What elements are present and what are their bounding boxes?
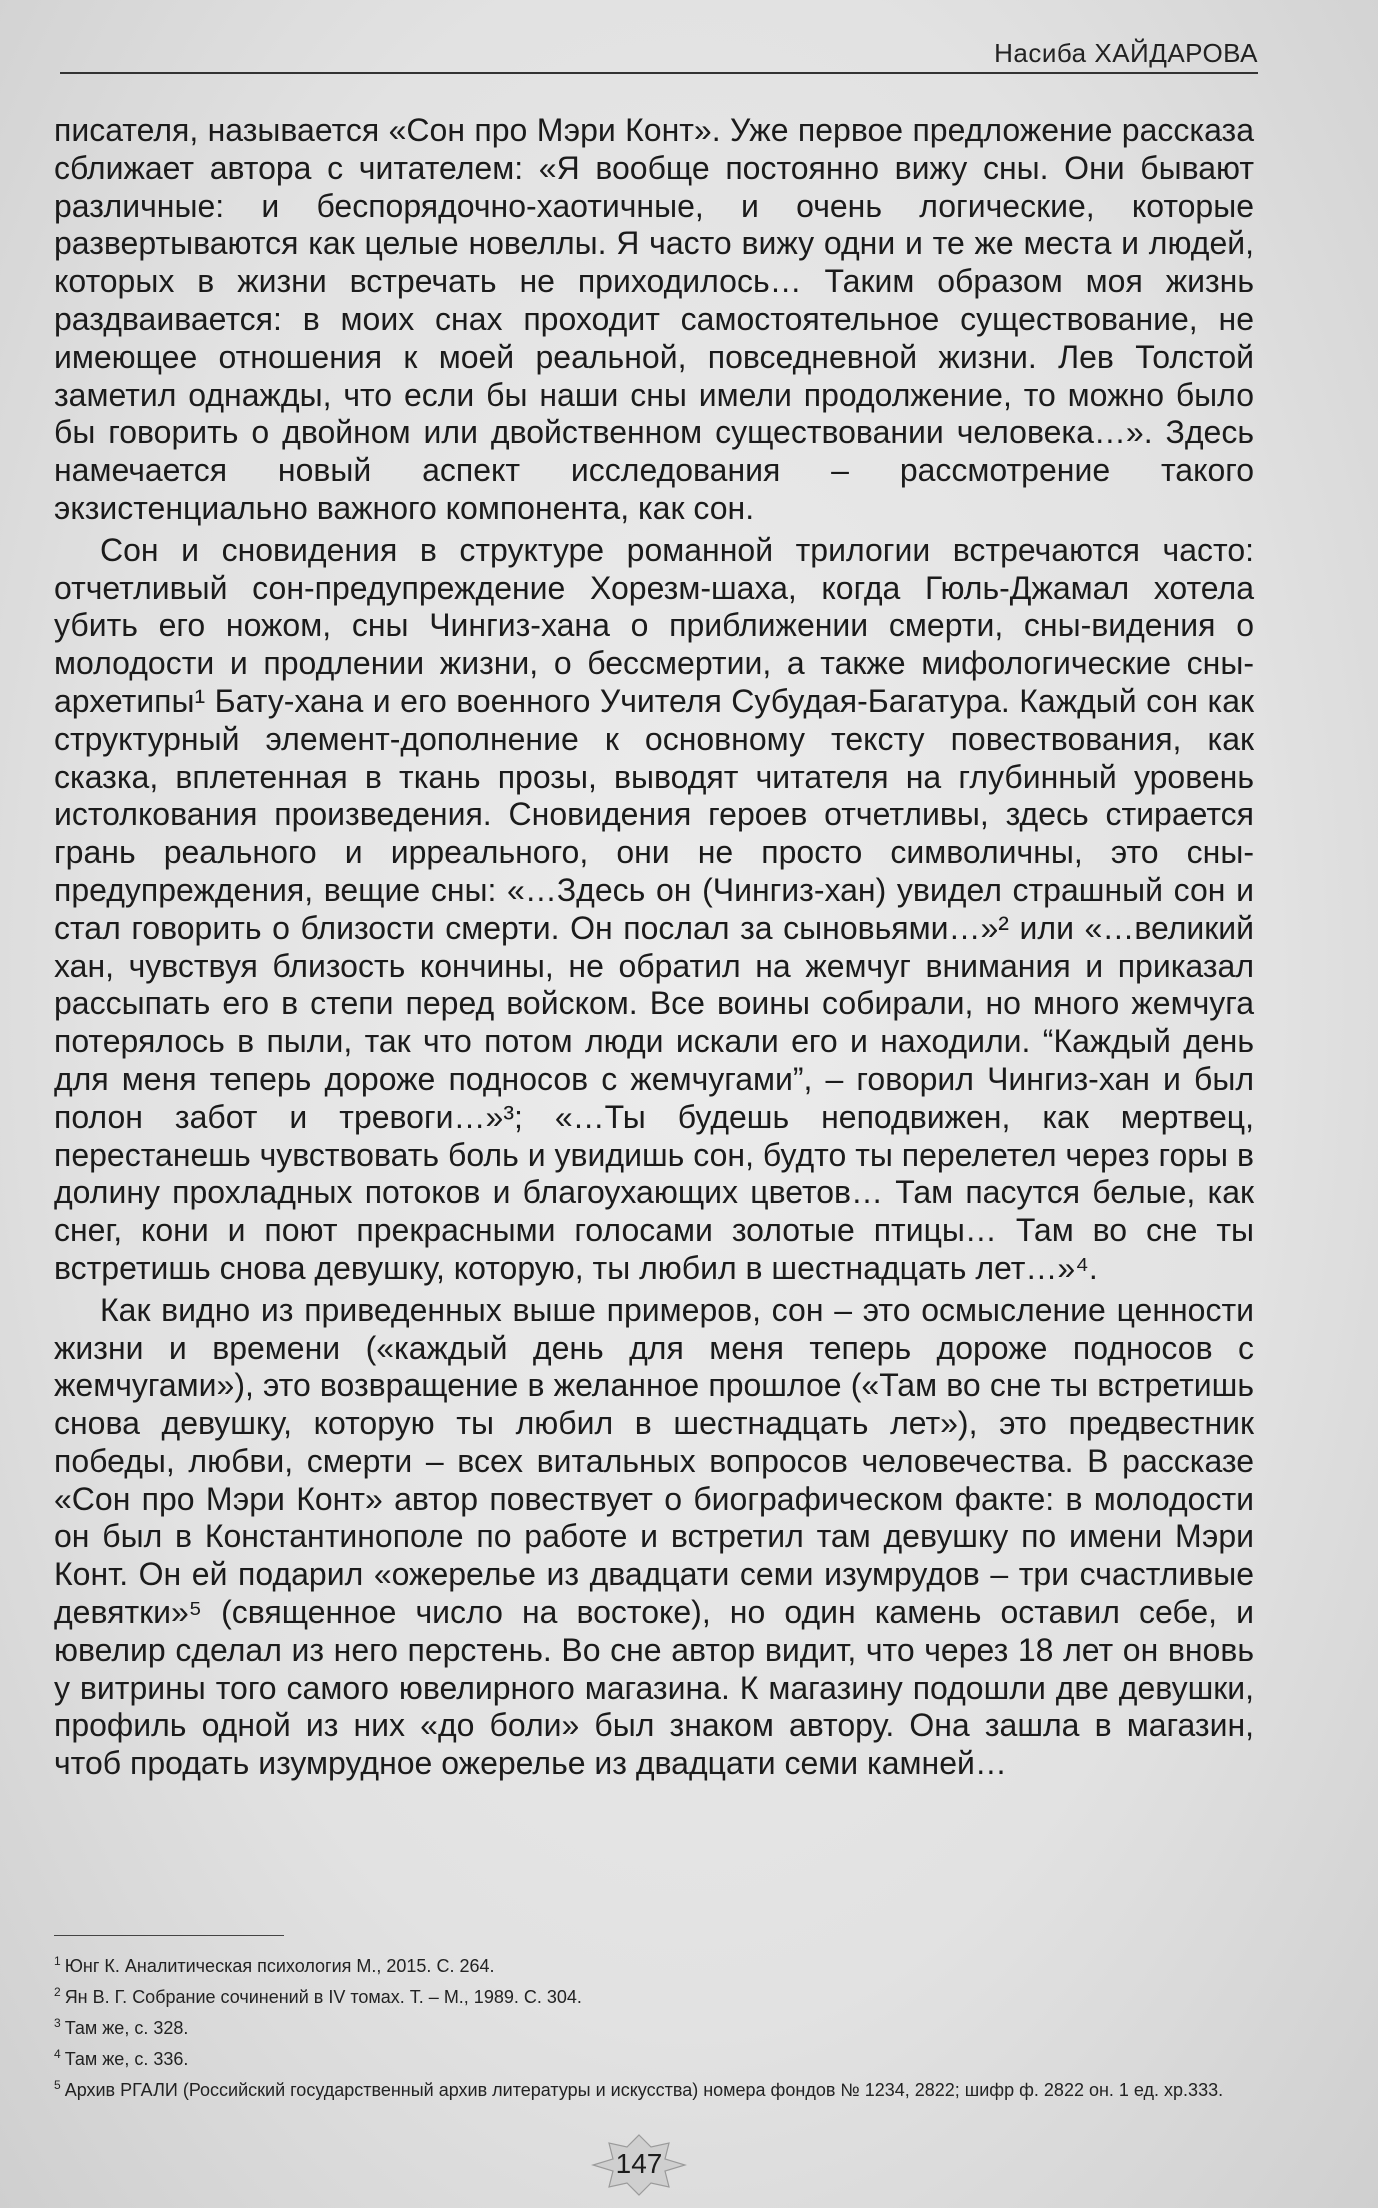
footnote-rule xyxy=(54,1935,284,1936)
paragraph-3: Как видно из приведенных выше примеров, сон – это осмысление ценности жизни и времени («каждый день для меня теперь дороже подносов с жемчугами»), это возвращение в желанное прошлое («Там во сне ты встретишь снова девушку, которую ты любил в шестнадцать лет»), это предвестник победы, любви, смерти – всех витальных вопросов человечества. В рассказе «Сон про Мэри Конт» автор повествует о биографическом факте: в молодости он был в Константинополе по работе и встретил там девушку по имени Мэри Конт. Он ей подарил «ожерелье из двадцати семи изумрудов – три счастливые девятки»⁵ (священное число на востоке), но один камень оставил себе, и ювелир сделал из него перстень. Во сне автор видит, что через 18 лет он вновь у витрины того самого ювелирного магазина. К магазину подошли две девушки, профиль одной из них «до боли» был знаком автору. Она зашла в магазин, чтоб продать изумрудное ожерелье из двадцати семи камней… xyxy=(54,1291,1254,1782)
footnote-text: Ян В. Г. Собрание сочинений в IV томах. Т. – М., 1989. С. 304. xyxy=(64,1987,582,2007)
footnote-marker: 5 xyxy=(54,2078,61,2092)
footnotes xyxy=(54,1948,1254,2103)
footnote-text: Там же, с. 336. xyxy=(64,2049,189,2069)
footnote-2 xyxy=(54,1979,1254,2010)
header-rule xyxy=(60,72,1258,74)
page-number-block xyxy=(589,2130,689,2200)
page-number: 147 xyxy=(615,2148,663,2179)
running-head: Насиба ХАЙДАРОВА xyxy=(994,38,1258,68)
footnote-marker: 1 xyxy=(54,1954,61,1968)
footnote-marker: 2 xyxy=(54,1985,61,1999)
footnote-1 xyxy=(54,1948,1254,1979)
body-text xyxy=(54,112,1254,1783)
footnote-marker: 3 xyxy=(54,2016,61,2030)
footnote-text: Архив РГАЛИ (Российский государственный архив литературы и искусства) номера фондов № 1234, 2822; шифр ф. 2822 он. 1 ед. хр.333. xyxy=(64,2080,1224,2100)
footnote-4 xyxy=(54,2041,1254,2072)
footnote-5 xyxy=(54,2072,1254,2103)
footnote-text: Юнг К. Аналитическая психология М., 2015. С. 264. xyxy=(64,1956,495,1976)
paragraph-2: Сон и сновидения в структуре романной трилогии встречаются часто: отчетливый сон-предупреждение Хорезм-шаха, когда Гюль-Джамал хотела убить его ножом, сны Чингиз-хана о приближении смерти, сны-видения о молодости и продлении жизни, о бессмертии, а также мифологические сны-архетипы¹ Бату-хана и его военного Учителя Субудая-Багатура. Каждый сон как структурный элемент-дополнение к основному тексту повествования, как сказка, вплетенная в ткань прозы, выводят читателя на глубинный уровень истолкования произведения. Сновидения героев отчетливы, здесь стирается грань реального и ирреального, они не просто символичны, это сны-предупреждения, вещие сны: «…Здесь он (Чингиз-хан) увидел страшный сон и стал говорить о близости смерти. Он послал за сыновьями…»² или «…великий хан, чувствуя близость кончины, не обратил на жемчуг внимания и приказал рассыпать его в степи перед войском. Все воины собирали, но много жемчуга потерялось в пыли, так что потом люди искали его и находили. “Каждый день для меня теперь дороже подносов с жемчугами”, – говорил Чингиз-хан и был полон забот и тревоги…»³; «…Ты будешь неподвижен, как мертвец, перестанешь чувствовать боль и увидишь сон, будто ты перелетел через горы в долину прохладных потоков и благоухающих цветов… Там пасутся белые, как снег, кони и поют прекрасными голосами золотые птицы… Там во сне ты встретишь снова девушку, которую, ты любил в шестнадцать лет…»⁴. xyxy=(54,531,1254,1286)
footnote-marker: 4 xyxy=(54,2047,61,2061)
paragraph-1: писателя, называется «Сон про Мэри Конт». Уже первое предложение рассказа сближает автора с читателем: «Я вообще постоянно вижу сны. Они бывают различные: и беспорядочно-хаотичные, и очень логические, которые развертываются как целые новеллы. Я часто вижу одни и те же места и людей, которых в жизни встречать не приходилось… Таким образом моя жизнь раздваивается: в моих снах проходит самостоятельное существование, не имеющее отношения к моей реальной, повседневной жизни. Лев Толстой заметил однажды, что если бы наши сны имели продолжение, то можно было бы говорить о двойном или двойственном существовании человека…». Здесь намечается новый аспект исследования – рассмотрение такого экзистенциально важного компонента, как сон. xyxy=(54,112,1254,526)
footnote-3 xyxy=(54,2010,1254,2041)
footnote-text: Там же, с. 328. xyxy=(64,2018,189,2038)
